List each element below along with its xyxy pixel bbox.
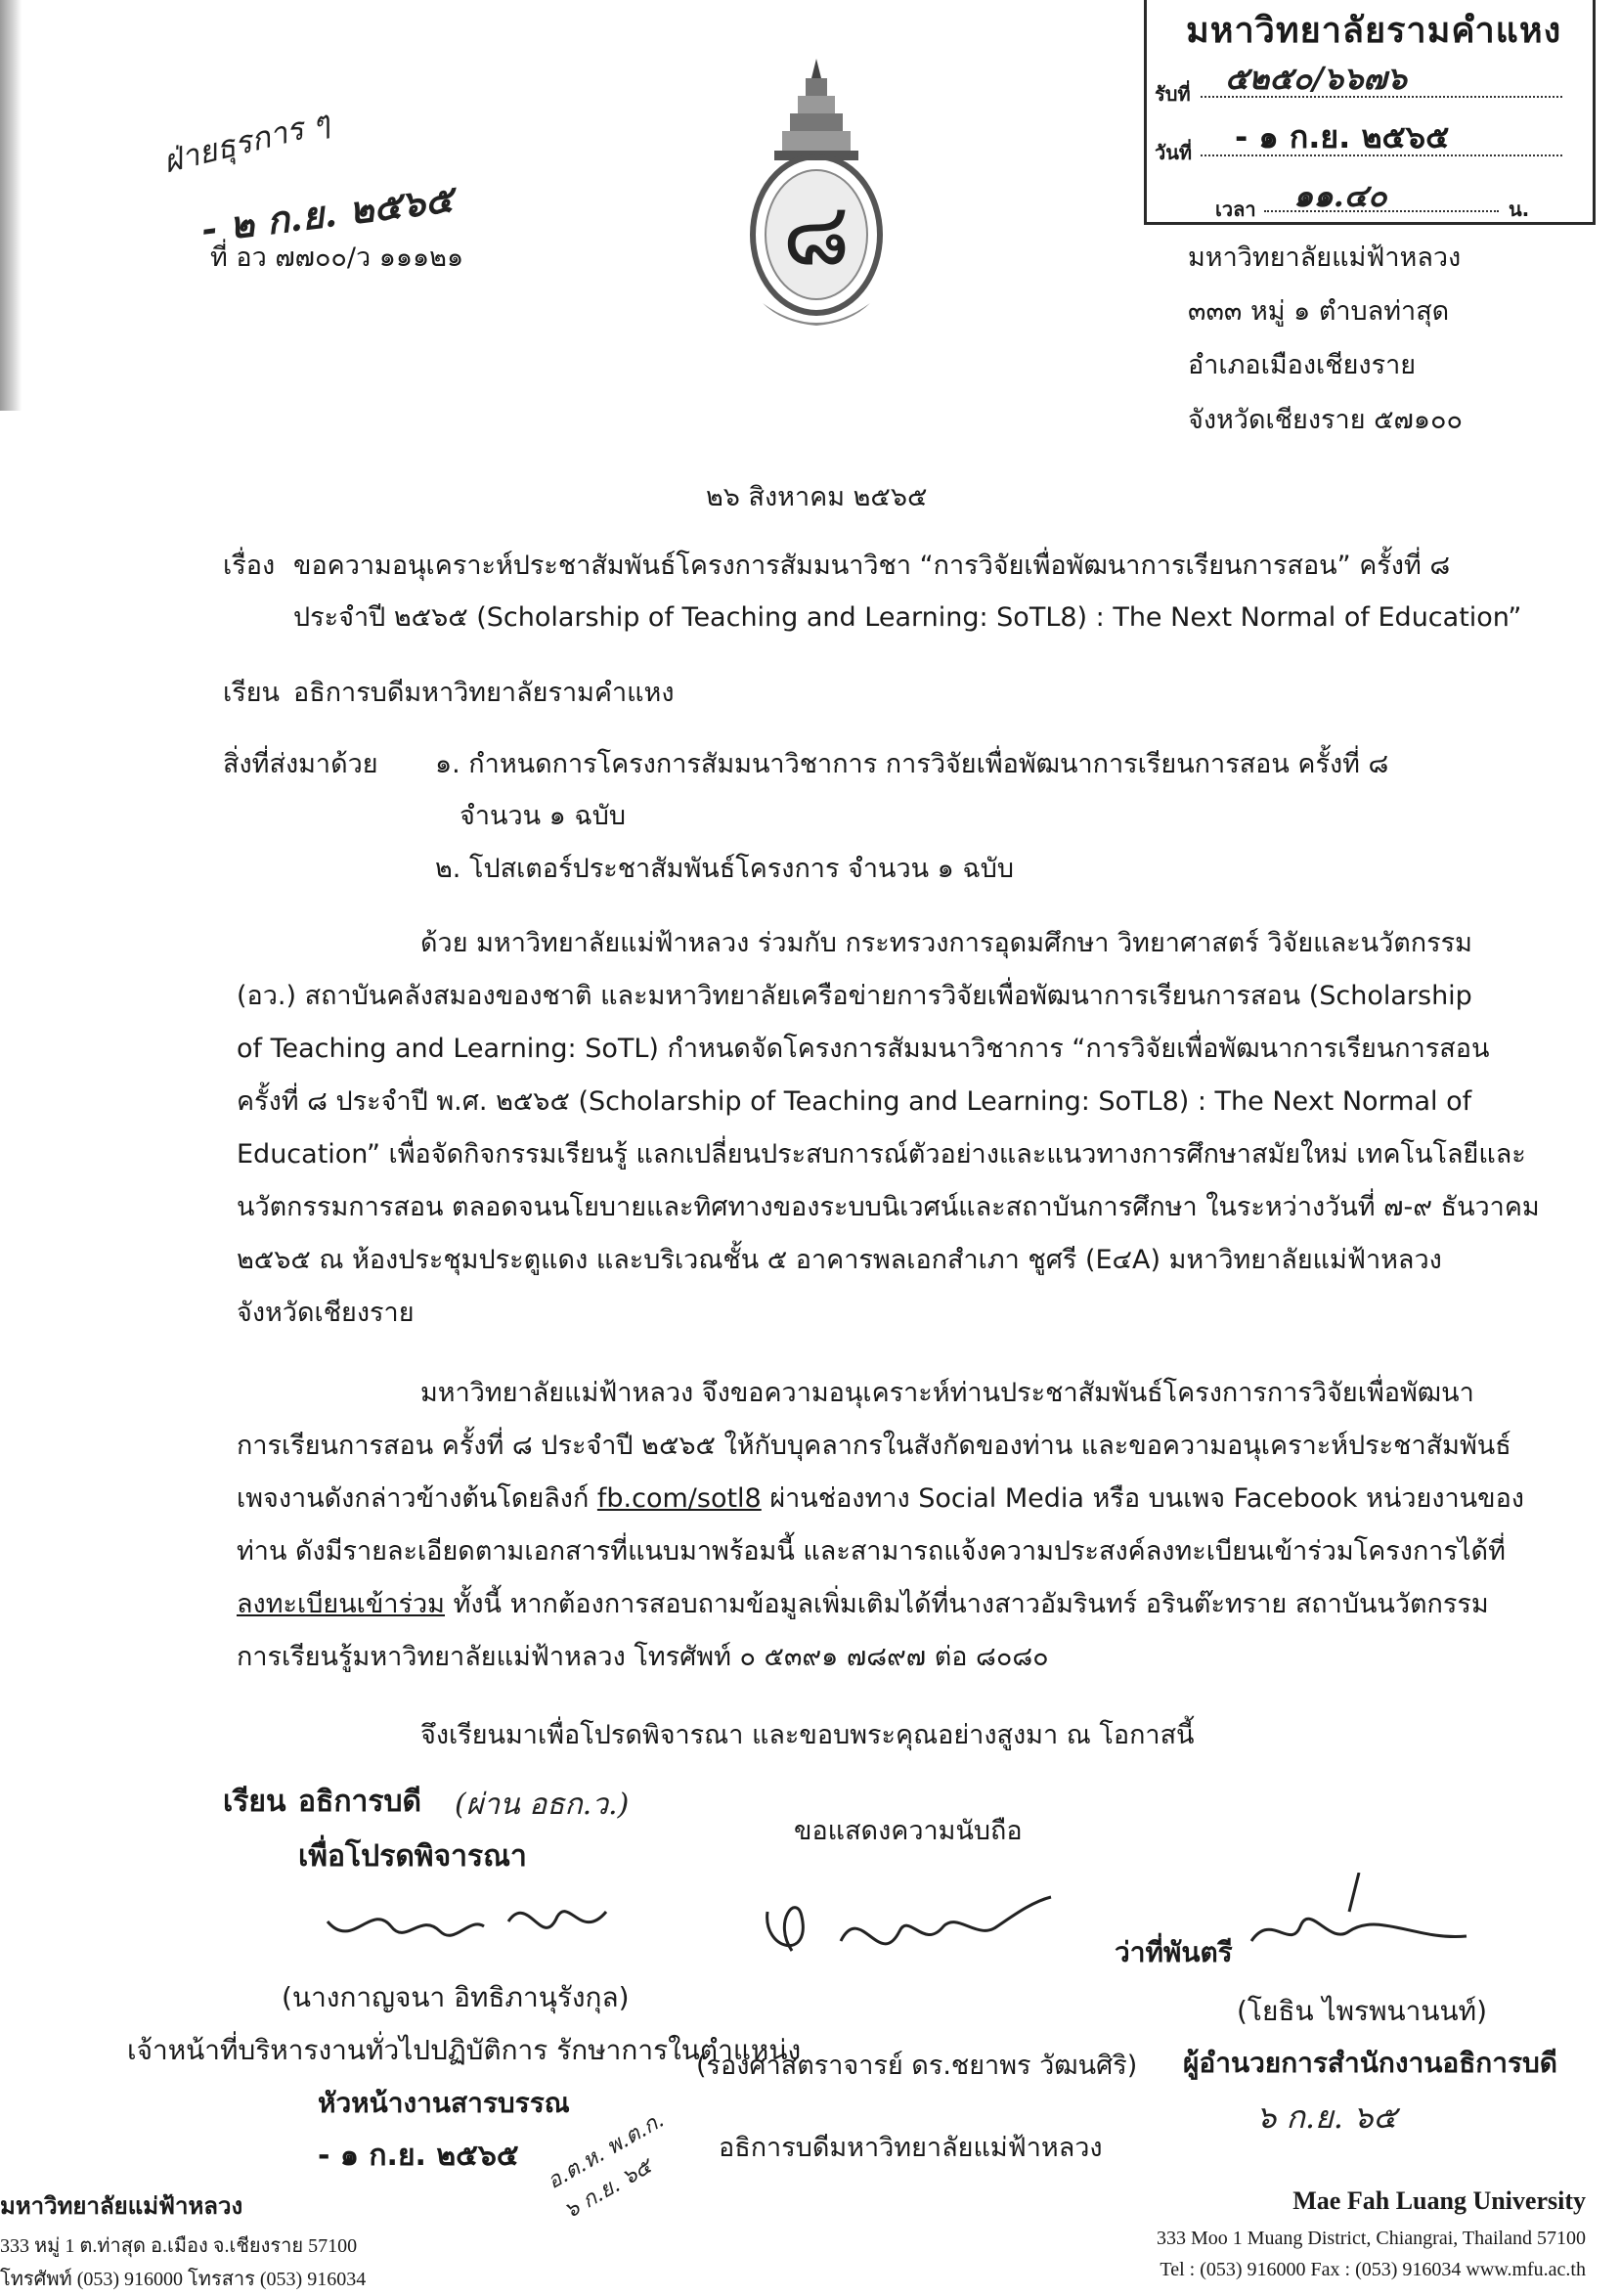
- letter-date: ๒๖ สิงหาคม ๒๕๖๕: [706, 482, 928, 512]
- right-date: ๖ ก.ย. ๖๕: [1256, 2098, 1397, 2136]
- to-label: เรียน: [223, 678, 281, 708]
- paragraph2-line: การเรียนการสอน ครั้งที่ ๘ ประจำปี ๒๕๖๕ ให้กับบุคลากรในสังกัดของท่าน และขอความอนุเคราะห์ประชาสัมพันธ์: [237, 1431, 1511, 1461]
- right-position: ผู้อำนวยการสำนักงานอธิการบดี: [1183, 2047, 1557, 2079]
- address-line: จังหวัดเชียงราย ๕๗๑๐๐: [1188, 405, 1463, 435]
- paragraph2-line: การเรียนรู้มหาวิทยาลัยแม่ฟ้าหลวง โทรศัพท์ ๐ ๕๓๙๑ ๗๘๙๗ ต่อ ๘๐๘๐: [237, 1642, 1049, 1672]
- handwritten-date-note: - ๒ ก.ย. ๒๕๖๕: [198, 176, 456, 251]
- footer-right-address: 333 Moo 1 Muang District, Chiangrai, Thailand 57100: [1156, 2228, 1586, 2249]
- footer-left-phone: โทรศัพท์ (053) 916000 โทรสาร (053) 916034: [0, 2269, 367, 2290]
- stamp-date-label: วันที่: [1155, 141, 1193, 164]
- facebook-link[interactable]: fb.com/sotl8: [596, 1483, 762, 1514]
- handwritten-dept-note: ฝ่ายธุรการ ๆ: [158, 103, 333, 181]
- paragraph1-line: Education” เพื่อจัดกิจกรรมเรียนรู้ แลกเปลี่ยนประสบการณ์ตัวอย่างและแนวทางการศึกษาสมัยใหม่ เทคโนโลยีและ: [237, 1139, 1526, 1170]
- address-line: ๓๓๓ หมู่ ๑ ตำบลท่าสุด: [1188, 296, 1450, 327]
- paragraph1-line: ๒๕๖๕ ณ ห้องประชุมประตูแดง และบริเวณชั้น ๕ อาคารพลเอกสำเภา ชูศรี (E๔A) มหาวิทยาลัยแม่ฟ้าหลวง: [237, 1245, 1442, 1275]
- register-link[interactable]: ลงทะเบียนเข้าร่วม: [237, 1589, 445, 1619]
- university-crest: [743, 54, 890, 337]
- endorsement-label: เรียน: [223, 1785, 286, 1819]
- endorsement-name: (นางกาญจนา อิทธิภานุรังกุล): [282, 1981, 630, 2013]
- endorsement-line2: เพื่อโปรดพิจารณา: [298, 1839, 527, 1874]
- closing-phrase: ขอแสดงความนับถือ: [794, 1816, 1023, 1846]
- signature-chayaporn: [753, 1882, 1066, 1990]
- endorsement-handwritten-extra: อ.ต.ห. พ.ต.ก. ๖ ก.ย. ๖๕: [543, 2107, 669, 2225]
- stamp-title: มหาวิทยาลัยรามคำแหง: [1186, 11, 1562, 51]
- footer-left-name: มหาวิทยาลัยแม่ฟ้าหลวง: [0, 2194, 243, 2220]
- paragraph1-line: นวัตกรรมการสอน ตลอดจนนโยบายและทิศทางของระบบนิเวศน์และสถาบันการศึกษา ในระหว่างวันที่ ๗-๙ ธันวาคม: [237, 1192, 1540, 1222]
- paragraph1-line: (อว.) สถาบันคลังสมองของชาติ และมหาวิทยาลัยเครือข่ายการวิจัยเพื่อพัฒนาการเรียนการสอน (Scholarship: [237, 981, 1472, 1011]
- paragraph1-line: จังหวัดเชียงราย: [237, 1298, 415, 1328]
- enclosure-item: ๒. โปสเตอร์ประชาสัมพันธ์โครงการ จำนวน ๑ ฉบับ: [435, 854, 1015, 884]
- footer-right-contact: Tel : (053) 916000 Fax : (053) 916034 www.mfu.ac.th: [1160, 2259, 1586, 2280]
- letter-number: ที่ อว ๗๗๐๐/ว ๑๑๑๒๑: [210, 243, 464, 273]
- endorsement-handwritten: (ผ่าน อธก.ว.): [455, 1788, 630, 1822]
- scan-edge-shadow: [0, 0, 22, 411]
- signer-name: (รองศาสตราจารย์ ดร.ชยาพร วัฒนศิริ): [696, 2051, 1138, 2081]
- paragraph1-line: ด้วย มหาวิทยาลัยแม่ฟ้าหลวง ร่วมกับ กระทรวงการอุดมศึกษา วิทยาศาสตร์ วิจัยและนวัตกรรม: [420, 928, 1472, 958]
- endorsement-date: - ๑ ก.ย. ๒๕๖๕: [318, 2139, 519, 2173]
- subject-line: ขอความอนุเคราะห์ประชาสัมพันธ์โครงการสัมมนาวิชา “การวิจัยเพื่อพัฒนาการเรียนการสอน” ครั้งที่ ๘: [293, 551, 1451, 581]
- signature-kanjana: [313, 1882, 626, 1970]
- paragraph2-line: [237, 1588, 1489, 1621]
- stamp-time-unit: น.: [1509, 198, 1530, 221]
- paragraph2-line: มหาวิทยาลัยแม่ฟ้าหลวง จึงขอความอนุเคราะห์ท่านประชาสัมพันธ์โครงการการวิจัยเพื่อพัฒนา: [420, 1378, 1474, 1408]
- crest-icon: [743, 54, 890, 337]
- endorsement-position: หัวหน้างานสารบรรณ: [318, 2087, 570, 2119]
- stamp-recv-no: ๕๒๕๐/๖๖๗๖: [1225, 60, 1407, 97]
- stamp-time: ๑๑.๔๐: [1293, 177, 1387, 214]
- paragraph2-text: เพจงานดังกล่าวข้างต้นโดยลิงก์: [237, 1483, 597, 1514]
- address-line: มหาวิทยาลัยแม่ฟ้าหลวง: [1188, 243, 1462, 273]
- to-value: อธิการบดีมหาวิทยาลัยรามคำแหง: [293, 678, 675, 708]
- paragraph2-line: ท่าน ดังมีรายละเอียดตามเอกสารที่แนบมาพร้อมนี้ และสามารถแจ้งความประสงค์ลงทะเบียนเข้าร่วมโครงการได้ที่: [237, 1536, 1506, 1567]
- subject-line: ประจำปี ๒๕๖๕ (Scholarship of Teaching and Learning: SoTL8) : The Next Normal of Education”: [293, 602, 1522, 633]
- stamp-time-label: เวลา: [1215, 198, 1256, 221]
- endorsement-position: เจ้าหน้าที่บริหารงานทั่วไปปฏิบัติการ รักษาการในตำแหน่ง: [127, 2034, 802, 2066]
- footer-right-name: Mae Fah Luang University: [1292, 2186, 1586, 2215]
- right-rank: ว่าที่พันตรี: [1115, 1936, 1233, 1968]
- paragraph1-line: ครั้งที่ ๘ ประจำปี พ.ศ. ๒๕๖๕ (Scholarship of Teaching and Learning: SoTL8) : The Next Normal of: [237, 1086, 1472, 1117]
- subject-label: เรื่อง: [223, 551, 276, 581]
- paragraph2-text: ผ่านช่องทาง Social Media หรือ บนเพจ Facebook หน่วยงานของ: [761, 1483, 1524, 1514]
- svg-text:๘: ๘: [782, 183, 851, 286]
- right-name: (โยธิน ไพรพนานนท์): [1237, 1995, 1488, 2027]
- stamp-recv-label: รับที่: [1155, 82, 1191, 106]
- paragraph2-line: [237, 1482, 1524, 1516]
- closing-request: จึงเรียนมาเพื่อโปรดพิจารณา และขอบพระคุณอย่างสูงมา ณ โอกาสนี้: [420, 1720, 1195, 1750]
- enclosures-label: สิ่งที่ส่งมาด้วย: [223, 749, 378, 779]
- receipt-stamp: [1144, 0, 1596, 225]
- signer-position: อธิการบดีมหาวิทยาลัยแม่ฟ้าหลวง: [719, 2133, 1103, 2163]
- signature-yothin: [1242, 1873, 1515, 1980]
- paragraph2-text: ทั้งนี้ หากต้องการสอบถามข้อมูลเพิ่มเติมได้ที่นางสาวอัมรินทร์ อรินต๊ะทราย สถาบันนวัตกรรม: [444, 1589, 1489, 1619]
- enclosure-item: จำนวน ๑ ฉบับ: [460, 801, 627, 831]
- endorsement-to: อธิการบดี: [298, 1785, 421, 1819]
- paragraph1-line: of Teaching and Learning: SoTL) กำหนดจัดโครงการสัมมนาวิชาการ “การวิจัยเพื่อพัฒนาการเรียนการสอน: [237, 1034, 1490, 1064]
- enclosure-item: ๑. กำหนดการโครงการสัมมนาวิชาการ การวิจัยเพื่อพัฒนาการเรียนการสอน ครั้งที่ ๘: [435, 749, 1389, 779]
- address-line: อำเภอเมืองเชียงราย: [1188, 350, 1417, 380]
- stamp-date: - ๑ ก.ย. ๒๕๖๕: [1235, 118, 1450, 155]
- footer-left-address: 333 หมู่ 1 ต.ท่าสุด อ.เมือง จ.เชียงราย 57100: [0, 2235, 358, 2257]
